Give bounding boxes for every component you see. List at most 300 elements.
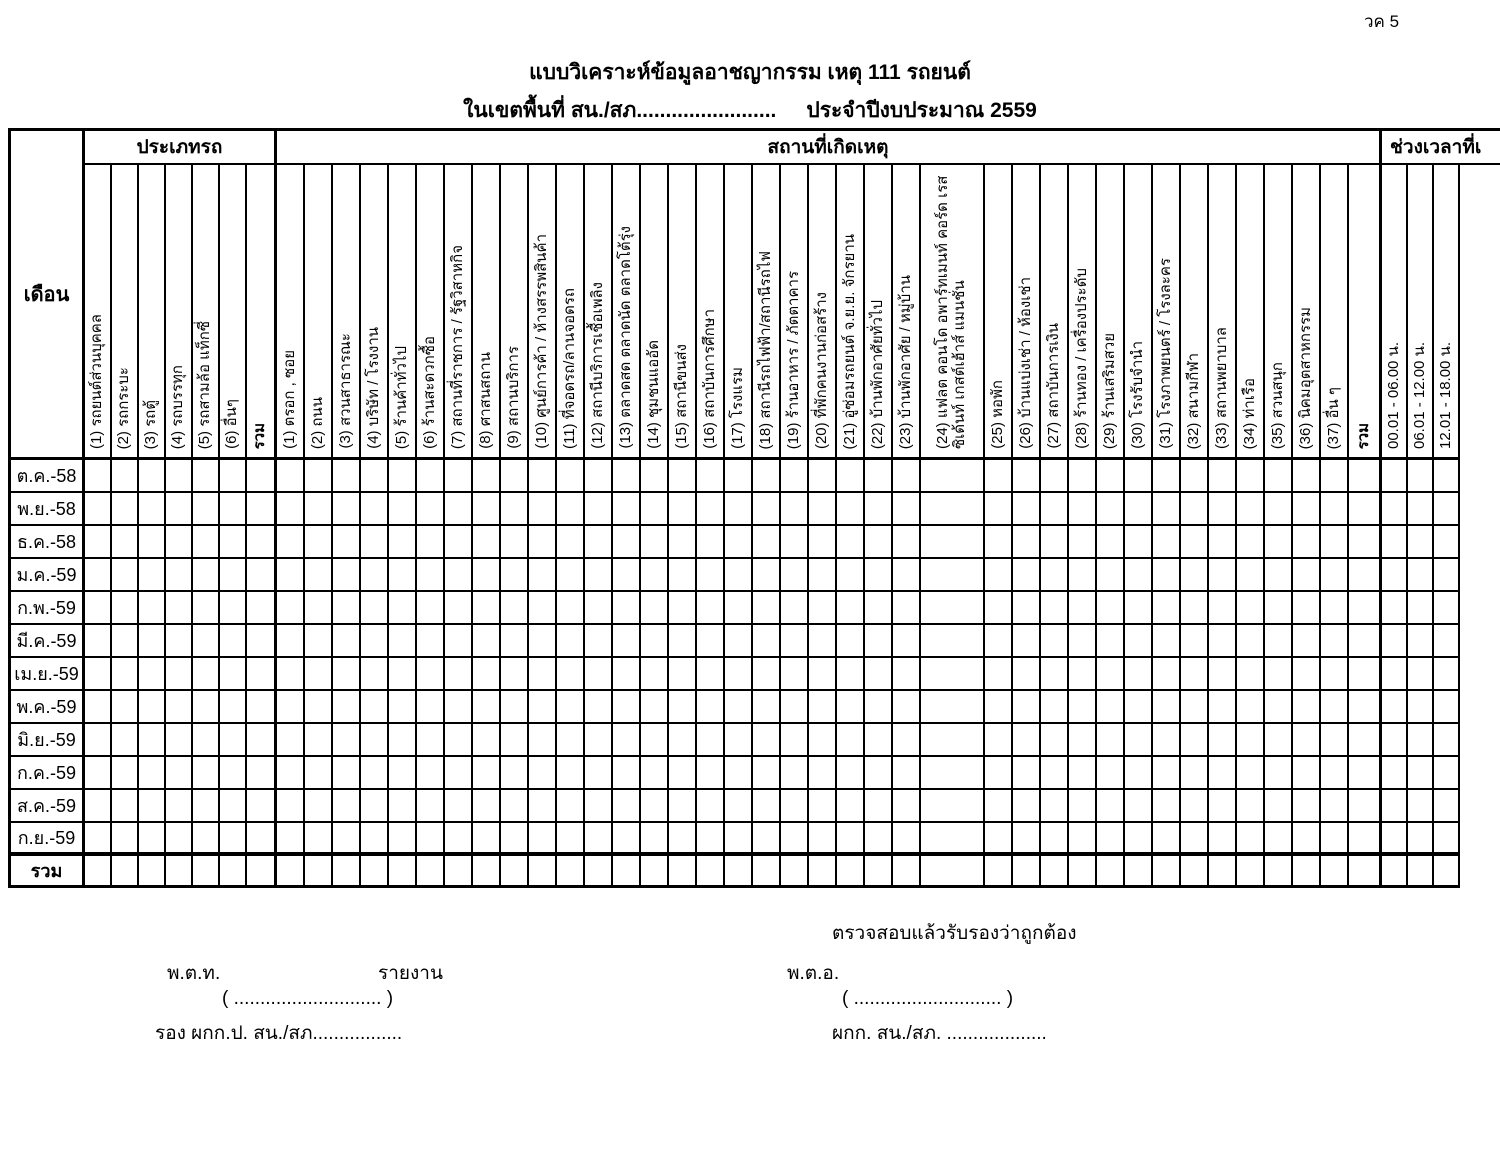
data-cell (893, 658, 919, 691)
total-cell (893, 856, 919, 888)
data-cell (613, 526, 639, 559)
table-column (1382, 165, 1408, 888)
data-cell (1181, 724, 1207, 757)
data-cell (725, 757, 751, 790)
data-cell (473, 790, 499, 823)
data-cell (473, 625, 499, 658)
total-cell (1013, 856, 1039, 888)
data-cell (1153, 724, 1179, 757)
data-cell (753, 823, 779, 856)
data-cell (1097, 790, 1123, 823)
data-cell (1125, 658, 1151, 691)
data-cell (247, 658, 274, 691)
data-cell (1237, 625, 1263, 658)
data-cell (669, 724, 695, 757)
data-cell (1265, 460, 1291, 493)
column-header (557, 165, 583, 460)
data-cell (585, 493, 611, 526)
data-cell (1321, 592, 1347, 625)
data-cell (1382, 493, 1406, 526)
data-cell (985, 592, 1011, 625)
data-cell (445, 526, 471, 559)
column-header (1097, 165, 1123, 460)
data-cell (669, 625, 695, 658)
table-column (641, 165, 669, 888)
data-cell (1181, 559, 1207, 592)
column-header-label: (31) โรงภาพยนตร์ / โรงละคร (1156, 258, 1174, 449)
column-header (1069, 165, 1095, 460)
data-cell (921, 724, 983, 757)
data-cell (1041, 724, 1067, 757)
column-header-label: (32) สนามกีฬา (1184, 352, 1202, 449)
data-cell (585, 691, 611, 724)
data-cell (473, 559, 499, 592)
column-header (389, 165, 415, 460)
table-column (445, 165, 473, 888)
form-subtitle-year: ประจำปีงบประมาณ 2559 (806, 99, 1037, 122)
column-header (361, 165, 387, 460)
data-cell (1293, 559, 1319, 592)
data-cell (1209, 724, 1235, 757)
total-cell (641, 856, 667, 888)
table-column (985, 165, 1013, 888)
data-cell (389, 691, 415, 724)
data-cell (1209, 823, 1235, 856)
column-header-label: (10) ศูนย์การค้า / ห้างสรรพสินค้า (532, 234, 550, 449)
location-group (274, 128, 1379, 888)
column-header-label: (36) นิคมอุตสาหกรรม (1296, 306, 1314, 449)
data-cell (1041, 691, 1067, 724)
data-cell (1265, 757, 1291, 790)
data-cell (753, 724, 779, 757)
data-cell (417, 493, 443, 526)
data-cell (753, 592, 779, 625)
data-cell (193, 790, 218, 823)
data-cell (1125, 691, 1151, 724)
table-column (361, 165, 389, 888)
data-cell (445, 757, 471, 790)
data-cell (893, 592, 919, 625)
column-header (473, 165, 499, 460)
form-subtitle-area: ในเขตพื้นที่ สน./สภ........................ (463, 99, 777, 122)
column-header (112, 165, 137, 460)
total-cell (921, 856, 983, 888)
data-cell (1382, 658, 1406, 691)
data-cell (669, 823, 695, 856)
data-cell (1237, 460, 1263, 493)
column-header (333, 165, 359, 460)
data-cell (247, 526, 274, 559)
data-cell (1293, 526, 1319, 559)
table-column (1209, 165, 1237, 888)
data-cell (1265, 724, 1291, 757)
data-cell (333, 691, 359, 724)
data-cell (1097, 823, 1123, 856)
data-cell (669, 559, 695, 592)
data-cell (837, 724, 863, 757)
data-cell (166, 691, 191, 724)
data-cell (697, 790, 723, 823)
data-cell (529, 493, 555, 526)
data-cell (557, 790, 583, 823)
data-cell (417, 592, 443, 625)
data-cell (1321, 493, 1347, 526)
data-cell (865, 724, 891, 757)
data-cell (85, 691, 110, 724)
data-cell (277, 625, 303, 658)
data-cell (641, 658, 667, 691)
data-cell (445, 460, 471, 493)
data-cell (1181, 691, 1207, 724)
month-column (8, 128, 82, 888)
data-cell (166, 790, 191, 823)
data-cell (893, 493, 919, 526)
data-cell (529, 526, 555, 559)
data-cell (1408, 658, 1432, 691)
data-cell (641, 691, 667, 724)
data-cell (139, 658, 164, 691)
data-cell (557, 757, 583, 790)
data-cell (1153, 790, 1179, 823)
data-cell (613, 460, 639, 493)
column-header-label: (4) รถบรรทุก (169, 364, 187, 449)
data-cell (725, 691, 751, 724)
column-header (417, 165, 443, 460)
total-cell (247, 856, 274, 888)
column-header-label: (2) ถนน (308, 396, 326, 449)
column-header-label: (17) โรงแรม (728, 367, 746, 449)
data-cell (1434, 724, 1458, 757)
data-cell (1349, 658, 1379, 691)
data-cell (1408, 559, 1432, 592)
data-cell (139, 625, 164, 658)
data-cell (247, 691, 274, 724)
data-cell (85, 526, 110, 559)
data-cell (1321, 790, 1347, 823)
column-header-label: (2) รถกระบะ (115, 366, 133, 449)
total-cell (613, 856, 639, 888)
total-cell (985, 856, 1011, 888)
data-cell (139, 823, 164, 856)
data-cell (865, 559, 891, 592)
data-cell (1209, 790, 1235, 823)
data-cell (1434, 691, 1458, 724)
data-cell (781, 625, 807, 658)
data-cell (921, 823, 983, 856)
vehicle-type-columns (85, 165, 274, 888)
data-cell (1041, 460, 1067, 493)
data-cell (1349, 757, 1379, 790)
data-cell (139, 559, 164, 592)
data-cell (247, 757, 274, 790)
reporter-label: รายงาน (378, 963, 443, 984)
data-cell (837, 658, 863, 691)
data-cell (193, 559, 218, 592)
table-column (1181, 165, 1209, 888)
data-cell (361, 625, 387, 658)
data-cell (557, 559, 583, 592)
column-header-label: 12.01 - 18.00 น. (1436, 342, 1454, 449)
data-cell (501, 790, 527, 823)
location-group-header: สถานที่เกิดเหตุ (277, 128, 1379, 165)
table-column (865, 165, 893, 888)
column-header-label: 00.01 - 06.00 น. (1384, 342, 1402, 449)
data-cell (277, 691, 303, 724)
column-header (220, 165, 245, 460)
data-cell (1382, 460, 1406, 493)
column-header-label: (35) สวนสนุก (1268, 361, 1286, 449)
data-cell (1349, 460, 1379, 493)
data-cell (725, 658, 751, 691)
column-header-label: (37) อื่น ๆ (1324, 386, 1342, 449)
data-cell (501, 757, 527, 790)
column-header-label: (25) หอพัก (988, 380, 1006, 449)
column-header-label: (6) ร้านสะดวกซื้อ (420, 336, 438, 449)
data-cell (725, 526, 751, 559)
table-column (697, 165, 725, 888)
column-header (139, 165, 164, 460)
column-header-label: (1) ตรอก , ซอย (280, 350, 298, 449)
data-cell (361, 823, 387, 856)
crime-analysis-table (8, 128, 1500, 888)
data-cell (1153, 823, 1179, 856)
approver-position: ผกก. สน./สภ. ................... (832, 1023, 1047, 1044)
data-cell (1408, 526, 1432, 559)
data-cell (1434, 823, 1458, 856)
data-cell (417, 526, 443, 559)
data-cell (809, 625, 835, 658)
data-cell (557, 625, 583, 658)
data-cell (1408, 625, 1432, 658)
data-cell (193, 460, 218, 493)
column-header-label: (4) บริษัท / โรงงาน (364, 327, 382, 449)
data-cell (809, 658, 835, 691)
column-header-label: (24) แฟลต คอนโด อพาร์ทเมนท์ คอร์ด เรสซิเด้นท์ เกสต์เฮ้าส์ แมนชั่น (934, 175, 968, 449)
data-cell (112, 592, 137, 625)
column-header-label: (29) ร้านเสริมสวย (1100, 332, 1118, 449)
data-cell (139, 790, 164, 823)
data-cell (585, 526, 611, 559)
data-cell (473, 823, 499, 856)
column-header (781, 165, 807, 460)
data-cell (613, 757, 639, 790)
column-header (697, 165, 723, 460)
total-cell (193, 856, 218, 888)
data-cell (1408, 691, 1432, 724)
data-cell (112, 724, 137, 757)
data-cell (893, 625, 919, 658)
data-cell (837, 757, 863, 790)
data-cell (247, 559, 274, 592)
data-cell (166, 559, 191, 592)
data-cell (1153, 526, 1179, 559)
table-column (1013, 165, 1041, 888)
data-cell (389, 823, 415, 856)
data-cell (1153, 691, 1179, 724)
data-cell (193, 592, 218, 625)
total-cell (389, 856, 415, 888)
column-header (305, 165, 331, 460)
total-cell (809, 856, 835, 888)
data-cell (1265, 493, 1291, 526)
data-cell (697, 658, 723, 691)
table-column (220, 165, 247, 888)
total-cell (1209, 856, 1235, 888)
table-column (193, 165, 220, 888)
data-cell (361, 493, 387, 526)
data-cell (389, 559, 415, 592)
total-cell (1408, 856, 1432, 888)
column-header (1181, 165, 1207, 460)
data-cell (1097, 526, 1123, 559)
data-cell (277, 559, 303, 592)
column-header (837, 165, 863, 460)
data-cell (85, 625, 110, 658)
data-cell (613, 493, 639, 526)
table-column (1097, 165, 1125, 888)
row-label: ธ.ค.-58 (11, 526, 82, 559)
data-cell (753, 658, 779, 691)
data-cell (809, 526, 835, 559)
data-cell (1265, 823, 1291, 856)
table-column (837, 165, 865, 888)
data-cell (1321, 757, 1347, 790)
data-cell (1041, 592, 1067, 625)
data-cell (247, 724, 274, 757)
data-cell (166, 823, 191, 856)
data-cell (1382, 724, 1406, 757)
data-cell (557, 724, 583, 757)
data-cell (361, 724, 387, 757)
data-cell (166, 658, 191, 691)
data-cell (1069, 493, 1095, 526)
data-cell (1349, 625, 1379, 658)
column-header (893, 165, 919, 460)
data-cell (361, 757, 387, 790)
data-cell (112, 460, 137, 493)
data-cell (1125, 493, 1151, 526)
data-cell (529, 658, 555, 691)
data-cell (247, 493, 274, 526)
data-cell (1349, 790, 1379, 823)
table-column (1041, 165, 1069, 888)
row-label: ก.ค.-59 (11, 757, 82, 790)
data-cell (1321, 691, 1347, 724)
data-cell (1153, 559, 1179, 592)
data-cell (333, 724, 359, 757)
data-cell (1181, 460, 1207, 493)
data-cell (85, 790, 110, 823)
table-column (1125, 165, 1153, 888)
data-cell (1434, 526, 1458, 559)
data-cell (473, 592, 499, 625)
form-title: แบบวิเคราะห์ข้อมูลอาชญากรรม เหตุ 111 รถยนต์ (529, 61, 971, 84)
data-cell (1237, 691, 1263, 724)
row-label: ต.ค.-58 (11, 460, 82, 493)
data-cell (112, 823, 137, 856)
data-cell (417, 658, 443, 691)
data-cell (501, 460, 527, 493)
table-column (417, 165, 445, 888)
column-header (985, 165, 1011, 460)
data-cell (641, 493, 667, 526)
data-cell (985, 658, 1011, 691)
data-cell (725, 592, 751, 625)
column-header (641, 165, 667, 460)
data-cell (1265, 691, 1291, 724)
reporter-name-line: ( ............................ ) (222, 988, 394, 1009)
data-cell (557, 460, 583, 493)
data-cell (1013, 724, 1039, 757)
data-cell (501, 823, 527, 856)
data-cell (809, 592, 835, 625)
total-row-label: รวม (11, 856, 82, 888)
data-cell (85, 724, 110, 757)
data-cell (1041, 493, 1067, 526)
data-cell (333, 823, 359, 856)
data-cell (1349, 559, 1379, 592)
total-cell (1321, 856, 1347, 888)
table-column (1069, 165, 1097, 888)
column-header-label: (14) ชุมชนแออัด (644, 340, 662, 449)
data-cell (417, 757, 443, 790)
data-cell (305, 625, 331, 658)
data-cell (417, 460, 443, 493)
data-cell (1181, 526, 1207, 559)
table-column (247, 165, 274, 888)
data-cell (1125, 625, 1151, 658)
data-cell (1349, 493, 1379, 526)
data-cell (220, 724, 245, 757)
data-cell (529, 823, 555, 856)
data-cell (585, 823, 611, 856)
data-cell (1209, 691, 1235, 724)
data-cell (1209, 493, 1235, 526)
data-cell (1069, 724, 1095, 757)
data-cell (501, 691, 527, 724)
total-cell (85, 856, 110, 888)
column-header-label: (18) สถานีรถไฟฟ้า/สถานีรถไฟ (756, 250, 774, 449)
data-cell (529, 724, 555, 757)
data-cell (1265, 790, 1291, 823)
table-column (809, 165, 837, 888)
column-header-label: (9) สถานบริการ (504, 346, 522, 449)
row-label: มี.ค.-59 (11, 625, 82, 658)
data-cell (1181, 757, 1207, 790)
column-header (1209, 165, 1235, 460)
data-cell (473, 724, 499, 757)
column-header (669, 165, 695, 460)
data-cell (837, 526, 863, 559)
certified-statement: ตรวจสอบแล้วรับรองว่าถูกต้อง (832, 923, 1077, 944)
data-cell (865, 691, 891, 724)
column-header-label: (20) ที่พักคนงานก่อสร้าง (812, 291, 830, 449)
data-cell (1069, 625, 1095, 658)
data-cell (921, 460, 983, 493)
data-cell (1153, 592, 1179, 625)
form-subtitle (0, 94, 1500, 127)
table-column (725, 165, 753, 888)
data-cell (333, 526, 359, 559)
total-cell (837, 856, 863, 888)
data-cell (333, 790, 359, 823)
total-cell (1349, 856, 1379, 888)
time-columns (1382, 165, 1460, 888)
data-cell (1069, 658, 1095, 691)
data-cell (1382, 757, 1406, 790)
data-cell (1382, 559, 1406, 592)
data-cell (985, 559, 1011, 592)
